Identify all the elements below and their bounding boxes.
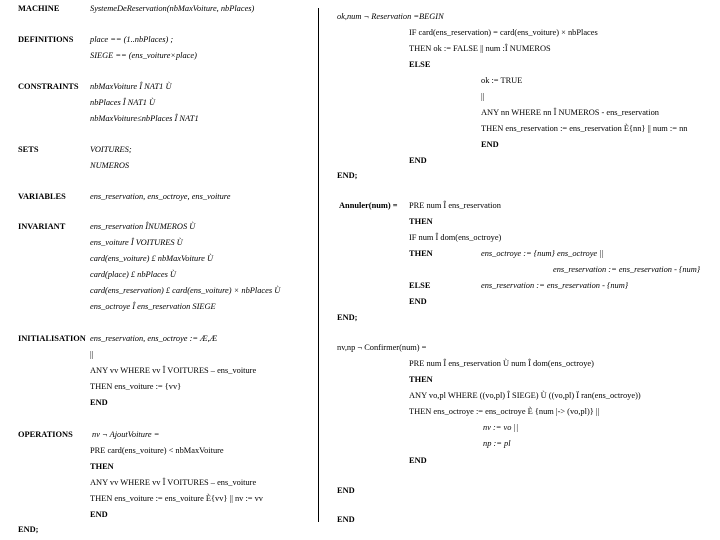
- code-line: THEN: [409, 217, 433, 226]
- code-line: END: [409, 156, 427, 165]
- operation-line: PRE card(ens_voiture) < nbMaxVoiture: [90, 446, 224, 455]
- invariant-line: ens_reservation ÎNUMEROS Ù: [90, 222, 196, 231]
- invariant-line: ens_octroye Î ens_reservation SIEGE: [90, 302, 216, 311]
- code-line: END;: [337, 171, 358, 180]
- code-line: PRE num Î ens_reservation: [409, 201, 501, 210]
- code-line: ELSE: [409, 281, 431, 290]
- init-line: ANY vv WHERE vv Î VOITURES – ens_voiture: [90, 366, 257, 375]
- operation-line: ANY vv WHERE vv Î VOITURES – ens_voiture: [90, 478, 257, 487]
- constraint-line: nbMaxVoiture≤nbPlaces Î NAT1: [90, 114, 199, 123]
- definitions-keyword: DEFINITIONS: [18, 35, 74, 44]
- code-line: ELSE: [409, 60, 431, 69]
- right-column: [320, 0, 720, 540]
- code-line: THEN ens_reservation := ens_reservation È{nn} || num := nn: [481, 124, 688, 133]
- invariant-keyword: INVARIANT: [18, 222, 66, 231]
- machine-name: SystemeDeReservation(nbMaxVoiture, nbPlaces): [90, 4, 255, 13]
- invariant-line: card(ens_voiture) £ nbMaxVoiture Ù: [90, 254, 214, 263]
- code-line: ANY vo,pl WHERE ((vo,pl) Î SIEGE) Ù ((vo,pl) Ï ran(ens_octroye)): [409, 391, 641, 400]
- constraint-line: nbMaxVoiture Î NAT1 Ù: [90, 82, 172, 91]
- code-line: THEN ens_octroye := ens_octroye È {num |-> (vo,pl)} ||: [409, 407, 600, 416]
- code-line: ||: [481, 92, 485, 101]
- sets-keyword: SETS: [18, 145, 39, 154]
- column-divider: [318, 8, 319, 522]
- confirmer-header: nv,np ¬ Confirmer(num) =: [337, 343, 427, 352]
- constraints-keyword: CONSTRAINTS: [18, 82, 79, 91]
- variables-list: ens_reservation, ens_octroye, ens_voiture: [90, 192, 231, 201]
- initialisation-keyword: INITIALISATION: [18, 334, 86, 343]
- constraint-line: nbPlaces Î NAT1 Ù: [90, 98, 156, 107]
- code-line: END: [409, 456, 427, 465]
- reservation-header: ok,num ¬ Reservation =BEGIN: [337, 12, 444, 21]
- code-line: IF num Î dom(ens_octroye): [409, 233, 502, 242]
- invariant-line: card(place) £ nbPlaces Ù: [90, 270, 176, 279]
- definition-line: SIEGE == (ens_voiture×place): [90, 51, 197, 60]
- code-line: ok := TRUE: [481, 76, 523, 85]
- code-line: ANY nn WHERE nn Î NUMEROS - ens_reservation: [481, 108, 659, 117]
- code-line: nv := vo ||: [483, 423, 519, 432]
- code-line: THEN: [409, 249, 433, 258]
- code-line: END: [337, 486, 355, 495]
- operation-line: nv ¬ AjoutVoiture =: [92, 430, 160, 439]
- operation-line: THEN: [90, 462, 114, 471]
- operation-line: END: [90, 510, 108, 519]
- code-line: THEN ok := FALSE || num :Î NUMEROS: [409, 44, 551, 53]
- init-line: ||: [90, 350, 94, 359]
- code-line: END: [409, 297, 427, 306]
- machine-keyword: MACHINE: [18, 4, 60, 13]
- code-line: np := pl: [483, 439, 511, 448]
- variables-keyword: VARIABLES: [18, 192, 66, 201]
- code-line: END: [337, 515, 355, 524]
- definition-line: place == (1..nbPlaces) ;: [90, 35, 174, 44]
- init-line: ens_reservation, ens_octroye := Æ,Æ: [90, 334, 218, 343]
- invariant-line: card(ens_reservation) £ card(ens_voiture) × nbPlaces Ù: [90, 286, 281, 295]
- code-line: ens_octroye := {num} ens_octroye ||: [481, 249, 604, 258]
- set-line: NUMEROS: [90, 161, 130, 170]
- code-line: END: [481, 140, 499, 149]
- code-line: THEN: [409, 375, 433, 384]
- init-line: END: [90, 398, 108, 407]
- operation-line: THEN ens_voiture := ens_voiture È{vv} || nv := vv: [90, 494, 263, 503]
- code-line: ens_reservation := ens_reservation - {num}: [481, 281, 629, 290]
- left-column: [0, 0, 316, 540]
- code-line: ens_reservation := ens_reservation - {num}: [553, 265, 701, 274]
- set-line: VOITURES;: [90, 145, 132, 154]
- annuler-header: Annuler(num) =: [339, 201, 398, 210]
- final-end: END;: [18, 525, 39, 534]
- operations-keyword: OPERATIONS: [18, 430, 73, 439]
- code-line: END;: [337, 313, 358, 322]
- init-line: THEN ens_voiture := {vv}: [90, 382, 182, 391]
- code-line: PRE num Î ens_reservation Ù num Î dom(ens_octroye): [409, 359, 594, 368]
- code-line: IF card(ens_reservation) = card(ens_voiture) × nbPlaces: [409, 28, 598, 37]
- invariant-line: ens_voiture Î VOITURES Ù: [90, 238, 183, 247]
